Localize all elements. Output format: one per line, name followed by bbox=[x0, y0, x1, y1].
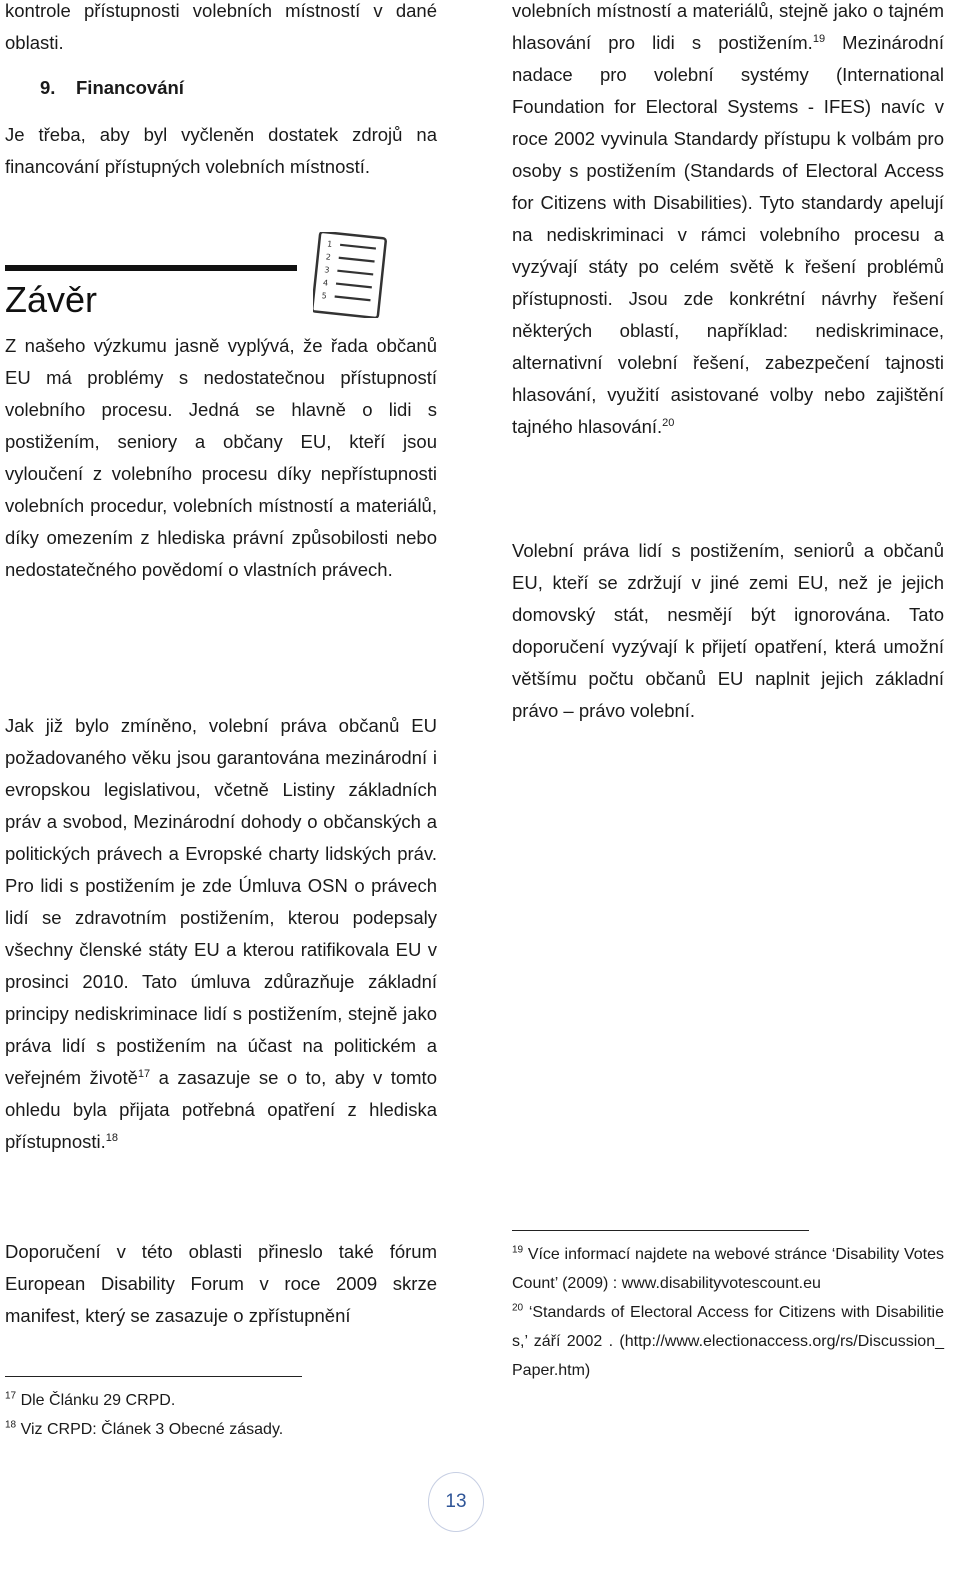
svg-text:5: 5 bbox=[321, 291, 328, 301]
paragraph-forum bbox=[5, 1236, 437, 1332]
numbered-list-icon bbox=[313, 232, 387, 318]
text: volebních místností a materiálů, stejně jako o tajném hlasování pro lidi s postižením. bbox=[512, 0, 944, 53]
footnote-number: 17 bbox=[5, 1390, 17, 1402]
text: Je třeba, aby byl vyčleněn dostatek zdrojů na financování přístupných volebních místností. bbox=[5, 124, 437, 177]
footnote-number: 18 bbox=[5, 1419, 17, 1431]
footnote-text: ‘Standards of Electoral Access for Citizens with Disabilities,’ září 2002 . (http://www.electionaccess.org/rs/Discussion_Paper.htm) bbox=[512, 1304, 944, 1379]
heading-number: 9. bbox=[40, 77, 56, 98]
footnote-17 bbox=[5, 1386, 437, 1415]
footnote-text: Dle Článku 29 CRPD. bbox=[16, 1392, 176, 1409]
svg-text:4: 4 bbox=[322, 278, 329, 288]
footnote-number: 19 bbox=[512, 1244, 524, 1256]
footnote-text: Více informací najdete na webové stránce ‘Disability Votes Count’ (2009) : www.disabilityvotescount.eu bbox=[512, 1246, 944, 1292]
section-rule bbox=[5, 265, 297, 271]
page-number-badge bbox=[428, 1472, 484, 1532]
footnote-separator bbox=[512, 1230, 809, 1231]
footnote-ref-20[interactable]: 20 bbox=[662, 416, 675, 429]
heading-financing bbox=[40, 72, 340, 104]
paragraph-financing bbox=[5, 119, 437, 183]
footnote-19 bbox=[512, 1240, 944, 1298]
footnote-text: Viz CRPD: Článek 3 Obecné zásady. bbox=[16, 1421, 284, 1438]
text: a zasazuje se o to, aby v tomto ohledu byla přijata potřebná opatření z hlediska přístupnosti. bbox=[5, 1067, 437, 1152]
footnote-20 bbox=[512, 1298, 944, 1385]
paragraph-ifes-standards bbox=[512, 0, 944, 443]
paragraph-accessibility-check bbox=[5, 0, 437, 59]
text: kontrole přístupnosti volebních místností v dané oblasti. bbox=[5, 0, 437, 53]
svg-text:3: 3 bbox=[323, 265, 330, 275]
footnote-separator bbox=[5, 1376, 302, 1377]
footnote-ref-18[interactable]: 18 bbox=[105, 1131, 119, 1144]
footnotes-left bbox=[5, 1386, 437, 1444]
svg-text:2: 2 bbox=[325, 252, 332, 262]
footnote-number: 20 bbox=[512, 1302, 524, 1314]
paragraph-rights-conclusion bbox=[512, 535, 944, 727]
svg-text:1: 1 bbox=[326, 239, 333, 249]
text: Z našeho výzkumu jasně vyplývá, že řada občanů EU má problémy s nedostatečnou přístupností volebního procesu. Jedná se hlavně o lidi s postižením, seniory a občany EU, kteří jsou vyloučení z volebního procesu díky nepřístupnosti volebních procedur, volebních místností a materiálů, díky omezením z hlediska právní způsobilosti nebo nedostatečného povědomí o vlastních právech. bbox=[5, 335, 437, 580]
page-number: 13 bbox=[445, 1491, 467, 1512]
text: Doporučení v této oblasti přineslo také fórum European Disability Forum v roce 2009 skrze manifest, který se zasazuje o zpřístupnění bbox=[5, 1241, 437, 1326]
footnotes-right bbox=[512, 1240, 944, 1385]
heading-text: Financování bbox=[76, 77, 184, 98]
text: Mezinárodní nadace pro volební systémy (International Foundation for Electoral Systems - IFES) navíc v roce 2002 vyvinula Standardy přístupu k volbám pro osoby s postižením (Standards of Electoral Access for Citizens with Disabilities). Tyto standardy apelují na nediskriminaci v rámci volebního procesu a vyzývají státy po celém světě k řešení problémů přístupnosti. Jsou zde konkrétní návrhy řešení některých oblastí, například: nediskriminace, alternativní volební řešení, zabezpečení tajnosti hlasování, využití asistované volby nebo zajištění tajného hlasování. bbox=[512, 32, 944, 437]
paragraph-voting-rights bbox=[5, 710, 437, 1158]
text: Volební práva lidí s postižením, seniorů a občanů EU, kteří se zdržují v jiné zemi EU, než je jejich domovský stát, nesmějí být ignorována. Tato doporučení vyzývají k přijetí opatření, která umožní většímu počtu občanů EU naplnit jejich základní právo – právo volební. bbox=[512, 540, 944, 721]
section-title: Závěr bbox=[5, 279, 98, 320]
footnote-ref-17[interactable]: 17 bbox=[137, 1067, 151, 1080]
footnote-18 bbox=[5, 1415, 437, 1444]
footnote-ref-19[interactable]: 19 bbox=[812, 32, 826, 45]
paragraph-conclusion bbox=[5, 330, 437, 586]
text: Jak již bylo zmíněno, volební práva občanů EU požadovaného věku jsou garantována mezinárodní i evropskou legislativou, včetně Listiny základních práv a svobod, Mezinárodní dohody o občanských a politických právech a Evropské charty lidských práv. Pro lidi s postižením je zde Úmluva OSN o právech lidí se zdravotním postižením, kterou podepsaly všechny členské státy EU a kterou ratifikovala EU v prosinci 2010. Tato úmluva zdůrazňuje základní principy nediskriminace lidí s postižením, stejně jako práva lidí s postižením na účast na politickém a veřejném životě bbox=[5, 715, 437, 1088]
